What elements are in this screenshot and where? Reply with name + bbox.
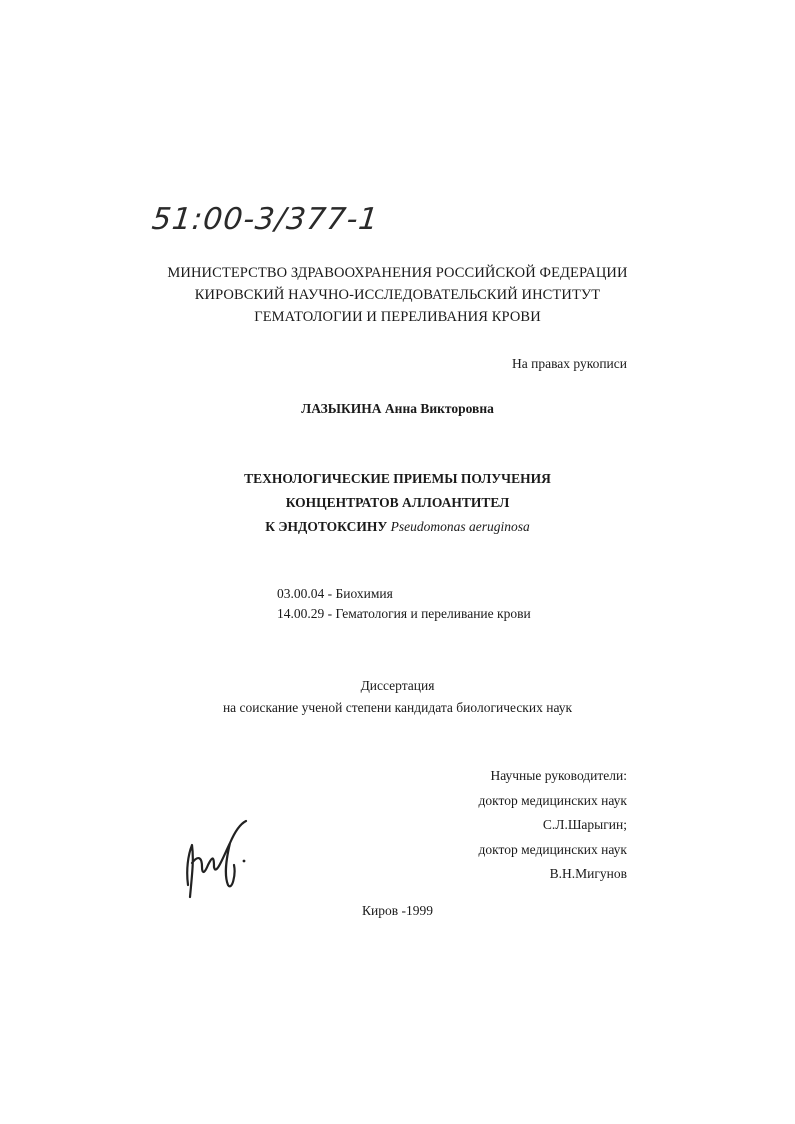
handwritten-signature [180,815,260,905]
city-year: Киров -1999 [362,903,433,918]
supervisors-heading: Научные руководители: [490,768,627,783]
supervisor-degree: доктор медицинских наук [478,841,627,857]
title-line-1: ТЕХНОЛОГИЧЕСКИЕ ПРИЕМЫ ПОЛУЧЕНИЯ [244,471,551,486]
author-given-names: Анна Викторовна [384,401,494,416]
supervisors-block [479,764,627,887]
supervisor-degree: доктор медицинских наук [478,792,627,808]
dissertation-title [0,467,795,539]
supervisor-name: С.Л.Шарыгин; [542,817,627,832]
document-type: Диссертация [360,678,435,693]
author-surname: ЛАЗЫКИНА [301,401,382,416]
species-name: Pseudomonas aeruginosa [390,519,530,534]
title-line-3-prefix: К ЭНДОТОКСИНУ [265,519,388,534]
supervisor-name: В.Н.Мигунов [549,866,627,881]
specialty-item: 14.00.29 - Гематология и переливание крови [277,606,531,621]
institute-name-cont: ГЕМАТОЛОГИИ И ПЕРЕЛИВАНИЯ КРОВИ [254,309,541,325]
specialty-item: 03.00.04 - Биохимия [277,586,393,601]
specialty-codes [277,584,531,624]
institute-name: КИРОВСКИЙ НАУЧНО-ИССЛЕДОВАТЕЛЬСКИЙ ИНСТИТУТ [194,287,601,303]
institution-header [0,262,795,328]
title-line-3 [0,515,795,539]
manuscript-rights-note: На правах рукописи [511,356,627,371]
degree-sought: на соискание ученой степени кандидата биологических наук [222,700,573,715]
title-line-2: КОНЦЕНТРАТОВ АЛЛОАНТИТЕЛ [285,495,510,510]
archive-stamp: 51:00-3/377-1 [150,202,381,237]
ministry-name: МИНИСТЕРСТВО ЗДРАВООХРАНЕНИЯ РОССИЙСКОЙ ФЕДЕРАЦИИ [167,265,628,281]
author-name [0,401,795,417]
degree-statement [0,675,795,719]
